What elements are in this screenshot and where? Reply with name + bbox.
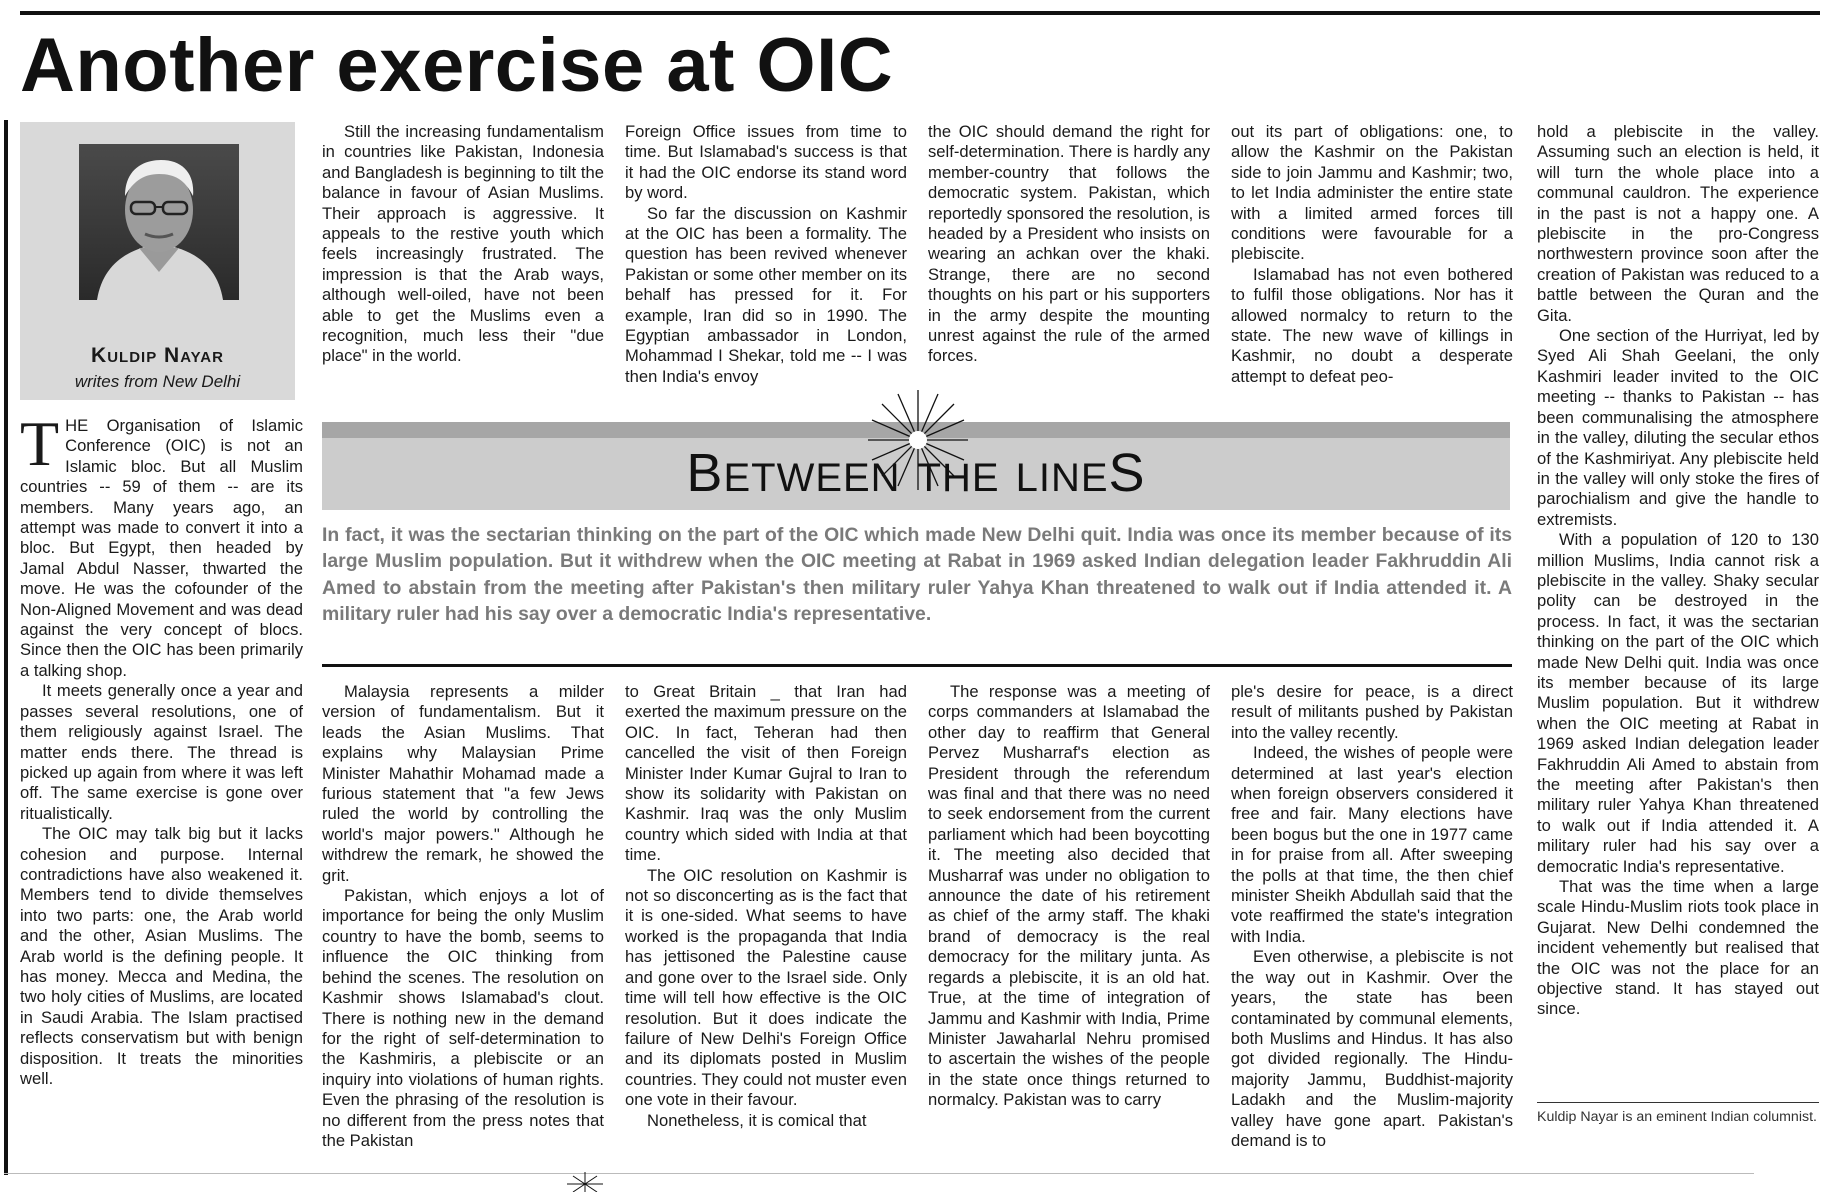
column-3-bottom — [625, 682, 907, 1131]
paragraph: Nonetheless, it is comical that — [647, 1110, 867, 1130]
byline-box — [20, 122, 295, 400]
title-word: THE — [916, 456, 1000, 500]
paragraph — [20, 408, 303, 681]
column-5-bottom — [1231, 682, 1513, 1151]
pull-quote: In fact, it was the sectarian thinking on the part of the OIC which made New Delhi quit. India was once its member because of its large Muslim population. But it withdrew when the OIC meeting at Rabat in 1969 asked Indian delegation leader Fakhruddin Ali Amed to abstain from the meeting after Pakistan's then military ruler Yahya Khan threatened to walk out if India attended it. A military ruler had his say over a democratic India's representative. — [322, 524, 1512, 626]
column-6 — [1537, 122, 1819, 1020]
paragraph: Malaysia represents a milder version of fundamentalism. But it leads the Asian Muslims. That explains why Malaysian Prime Minister Mahathir Mohamad made a furious statement that "a few Jews ruled the world by controlling the world's major powers." Although he withdrew the remark, he showed the grit. — [322, 682, 604, 885]
left-rule — [4, 120, 8, 1175]
title-letter: S — [1108, 443, 1146, 503]
author-name-text: Kuldip Nayar — [91, 344, 224, 367]
paragraph: Still the increasing fundamentalism in countries like Pakistan, Indonesia and Bangladesh is beginning to tilt the balance in favour of Asian Muslims. Their approach is aggressive. It appeals to the restive youth which feels increasingly frustrated. The impression is that the Arab ways, although well-oiled, have not been able to get the Muslims even a recognition, much less their "due place" in the world. — [322, 122, 604, 366]
author-name — [20, 344, 295, 368]
endnote-rule — [1537, 1102, 1819, 1103]
paragraph: With a population of 120 to 130 million Muslims, India cannot risk a plebiscite in the valley. Shaky secular polity can be destroyed in the process. In fact, it was the sectarian thinking on the part of the OIC which made New Delhi quit. India was once its member because of its large Muslim population. But it withdrew when the OIC meeting at Rabat in 1969 asked Indian delegation leader Fakhruddin Ali Amed to abstain from the meeting after Pakistan's then military ruler Yahya Khan threatened to walk out if India attended it. A military ruler had his say over a democratic India's representative. — [1537, 530, 1819, 876]
column-name — [322, 442, 1510, 504]
paragraph: Pakistan, which enjoys a lot of importance for being the only Muslim country to have the bomb, seems to influence the OIC thinking from behind the scenes. The resolution on Kashmir shows Islamabad's clout. There is nothing new in the demand for the right of self-determination to the Kashmiris, a plebiscite or an inquiry into violations of human rights. Even the phrasing of the resolution is no different from the press notes that the Pakistan — [322, 886, 604, 1150]
paragraph: to Great Britain _ that Iran had exerted the maximum pressure on the OIC. In fact, Teheran had then cancelled the visit of then Foreign Minister Inder Kumar Gujral to Iran to show its solidarity with Pakistan on Kashmir. Iraq was the only Muslim country which sided with India at that time. — [625, 682, 907, 865]
section-rule — [322, 664, 1512, 667]
author-location: writes from New Delhi — [74, 372, 241, 391]
column-2-bottom — [322, 682, 604, 1151]
drop-cap: T — [20, 408, 60, 479]
paragraph: out its part of obligations: one, to allow the Kashmir on the Pakistan side to join Jammu and Kashmir; two, to let India administer the entire state with a limited armed forces till conditions were favourable for a plebiscite. — [1231, 122, 1513, 264]
paragraph: The response was a meeting of corps commanders at Islamabad the other day to reaffirm that General Pervez Musharraf's election as President through the referendum was final and that there was no need to seek endorsement from the current parliament which had been boycotting it. The meeting also decided that Musharraf was under no obligation to announce the date of his retirement as chief of the army staff. The khaki brand of democracy is the real democracy for the military junta. As regards a plebiscite, it is an old hat. True, at the time of integration of Jammu and Kashmir with India, Prime Minister Jawaharlal Nehru promised to ascertain the wishes of the people in the state once things returned to normalcy. Pakistan was to carry — [928, 682, 1210, 1110]
title-letter: B — [686, 443, 724, 503]
column-3-top — [625, 122, 907, 387]
paragraph: the OIC should demand the right for self-determination. There is hardly any member-country that follows the democratic system. Pakistan, which reportedly sponsored the resolution, is headed by a President who insists on wearing an achkan over the khaki. Strange, there are no second thoughts on his part or his supporters in the army despite the mounting unrest against the rule of the armed forces. — [928, 122, 1210, 366]
paragraph: It meets generally once a year and passes several resolutions, one of them religiously against Israel. The matter ends there. The thread is picked up again from where it was left off. The same exercise is gone over ritualistically. — [20, 681, 303, 823]
paragraph: So far the discussion on Kashmir at the OIC has been a formality. The question has been revived whenever Pakistan or some other member on its behalf has pressed for it. For example, Iran did so in 1990. The Egyptian ambassador in London, Mohammad I Shekar, told me -- I was then India's envoy — [625, 203, 907, 386]
top-rule — [20, 11, 1820, 15]
bottom-rule — [4, 1173, 1754, 1174]
paragraph: ple's desire for peace, is a direct result of militants pushed by Pakistan into the valley recently. — [1231, 682, 1513, 742]
title-letters: ETWEEN — [723, 456, 901, 500]
author-endnote: Kuldip Nayar is an eminent Indian columnist. — [1537, 1109, 1817, 1125]
headline: Another exercise at OIC — [20, 23, 894, 108]
paragraph: One section of the Hurriyat, led by Syed Ali Shah Geelani, the only Kashmiri leader invited to the OIC meeting -- thanks to Pakistan -- has been communalising the atmosphere in the valley, diluting the secular ethos of the Kashmiriyat. Any plebiscite held in the valley will only stoke the fires of parochialism and give the handle to extremists. — [1537, 326, 1819, 529]
paragraph: The OIC resolution on Kashmir is not so disconcerting as is the fact that it is one-sided. What seems to have worked is the propaganda that India has jettisoned the Palestine cause and gone over to the Israel side. Only time will tell how effective is the OIC resolution. But it does indicate the failure of New Delhi's Foreign Office and its diplomats posted in Muslim countries. They could not muster even one vote in their favour. — [625, 865, 907, 1110]
paragraph: hold a plebiscite in the valley. Assuming such an election is held, it will turn the whole place into a communal cauldron. The experience in the past is not a happy one. A plebiscite in the pro-Congress northwestern province soon after the creation of Pakistan was reduced to a battle between the Quran and the Gita. — [1537, 122, 1819, 325]
column-2-top — [322, 122, 604, 367]
paragraph: The OIC may talk big but it lacks cohesion and purpose. Internal contradictions have also weakened it. Members tend to divide themselves into two parts: one, the Arab world and the other, Asian Muslims. The Arab world is the defining people. It has money. Mecca and Medina, the two holy cities of Muslims, are located in Saudi Arabia. The Islam practised reflects conservatism but with benign disposition. It treats the minorities well. — [20, 824, 303, 1088]
paragraph: That was the time when a large scale Hindu-Muslim riots took place in Gujarat. New Delhi condemned the incident vehemently but realised that the OIC was not the place for an objective stand. It has stayed out since. — [1537, 877, 1819, 1019]
paragraph: Indeed, the wishes of people were determined at last year's election when foreign observers considered it free and fair. Many elections have been bogus but the one in 1977 came in for praise from all. After sweeping the polls at that time, the then chief minister Sheikh Abdullah said that the vote reaffirmed the state's integration with India. — [1231, 743, 1513, 946]
paragraph: Islamabad has not even bothered to fulfil those obligations. Nor has it allowed normalcy to return to the state. The new wave of killings in Kashmir, no doubt a desperate attempt to defeat peo- — [1231, 264, 1513, 386]
title-letters: LINE — [1015, 456, 1109, 500]
small-starburst-icon — [565, 1172, 605, 1192]
paragraph: Even otherwise, a plebiscite is not the way out in Kashmir. Over the years, the state has been contaminated by communal elements, both Muslims and Hindus. It has also got divided regionally. The Hindu-majority Jammu, Buddhist-majority Ladakh and the Muslim-majority valley have gone apart. Pakistan's demand is to — [1231, 947, 1513, 1150]
column-4-top — [928, 122, 1210, 367]
column-5-top — [1231, 122, 1513, 387]
paragraph: Foreign Office issues from time to time. But Islamabad's success is that it had the OIC endorse its stand word by word. — [625, 122, 907, 203]
author-photo — [79, 144, 239, 300]
paragraph-text: HE Organisation of Islamic Conference (OIC) is not an Islamic bloc. But all Muslim countries -- 59 of them -- are its members. Many years ago, an attempt was made to convert it into a bloc. But Egypt, then headed by Jamal Abdul Nasser, thwarted the move. He was the cofounder of the Non-Aligned Movement and was dead against the very concept of blocs. Since then the OIC has been primarily a talking shop. — [20, 416, 303, 680]
column-4-bottom — [928, 682, 1210, 1111]
column-1 — [20, 408, 303, 1089]
